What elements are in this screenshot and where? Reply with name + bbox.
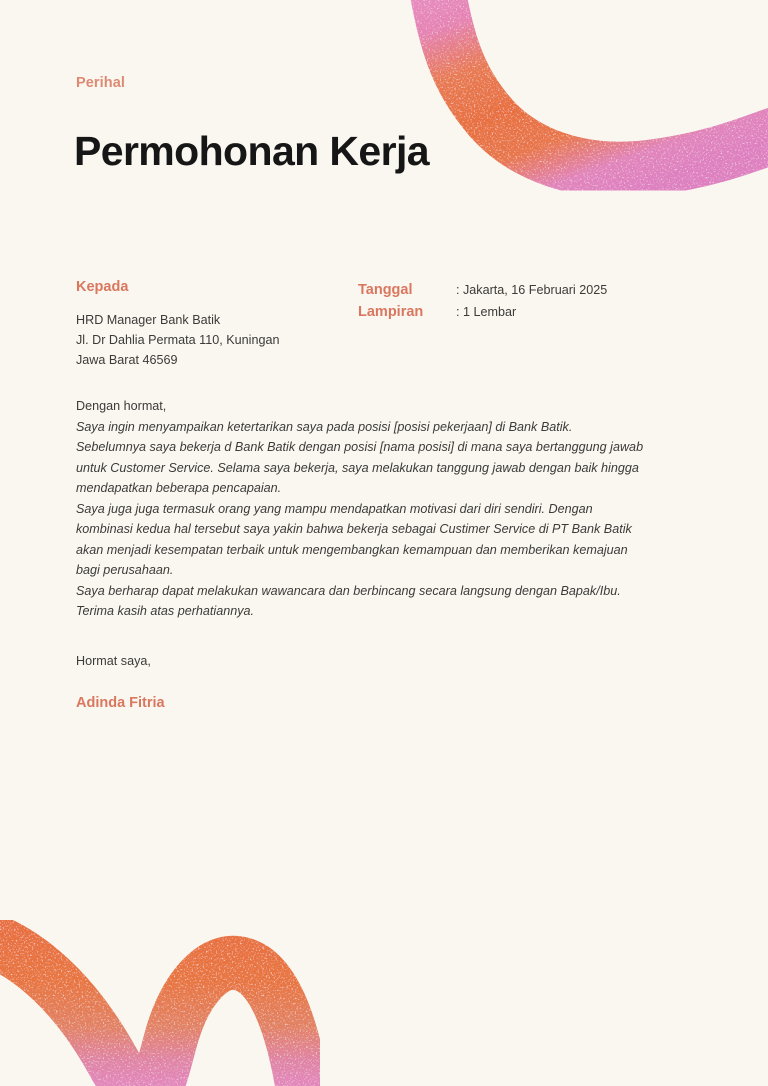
page-title: Permohonan Kerja xyxy=(74,128,429,175)
body-paragraph-5: Terima kasih atas perhatiannya. xyxy=(76,604,255,618)
date-label: Tanggal xyxy=(358,282,413,298)
body-paragraph-4: Saya berharap dapat melakukan wawancara dan berbincang secara langsung dengan Bapak/Ibu. xyxy=(76,583,621,598)
recipient-line-region: Jawa Barat 46569 xyxy=(76,353,178,367)
attachment-value: : 1 Lembar xyxy=(456,305,517,319)
attachment-label: Lampiran xyxy=(358,304,424,320)
body-paragraph-2: Sebelumnya saya bekerja d Bank Batik dengan posisi [nama posisi] di mana saya bertanggung jawab untuk Customer Service. Selama saya bekerja, saya melakukan tanggung jawab dengan baik hingga mendapatkan beberapa pencapaian. xyxy=(76,440,644,495)
salutation: Dengan hormat, xyxy=(76,399,167,413)
letter-body xyxy=(76,396,652,622)
meta-values xyxy=(456,279,716,323)
recipient-block xyxy=(76,279,346,370)
recipient-line-street: Jl. Dr Dahlia Permata 110, Kuningan xyxy=(76,333,280,347)
body-paragraph-1: Saya ingin menyampaikan ketertarikan saya pada posisi [posisi pekerjaan] di Bank Batik. xyxy=(76,419,573,434)
closing-phrase: Hormat saya, xyxy=(76,654,151,668)
meta-labels xyxy=(358,279,456,323)
subject-eyebrow-label: Perihal xyxy=(76,75,126,91)
date-value: : Jakarta, 16 Februari 2025 xyxy=(456,283,608,297)
meta-block xyxy=(358,279,716,323)
recipient-heading: Kepada xyxy=(76,279,129,295)
body-paragraph-3: Saya juga juga termasuk orang yang mampu mendapatkan motivasi dari diri sendiri. Dengan kombinasi kedua hal tersebut saya yakin bahwa bekerja sebagai Custimer Service di PT Bank Batik akan menjadi kesempatan terbaik untuk mengembangkan kemampuan dan memberikan kemajuan bagi perusahaan. xyxy=(76,501,632,577)
signer-name: Adinda Fitria xyxy=(76,695,165,711)
recipient-line-name: HRD Manager Bank Batik xyxy=(76,313,221,327)
